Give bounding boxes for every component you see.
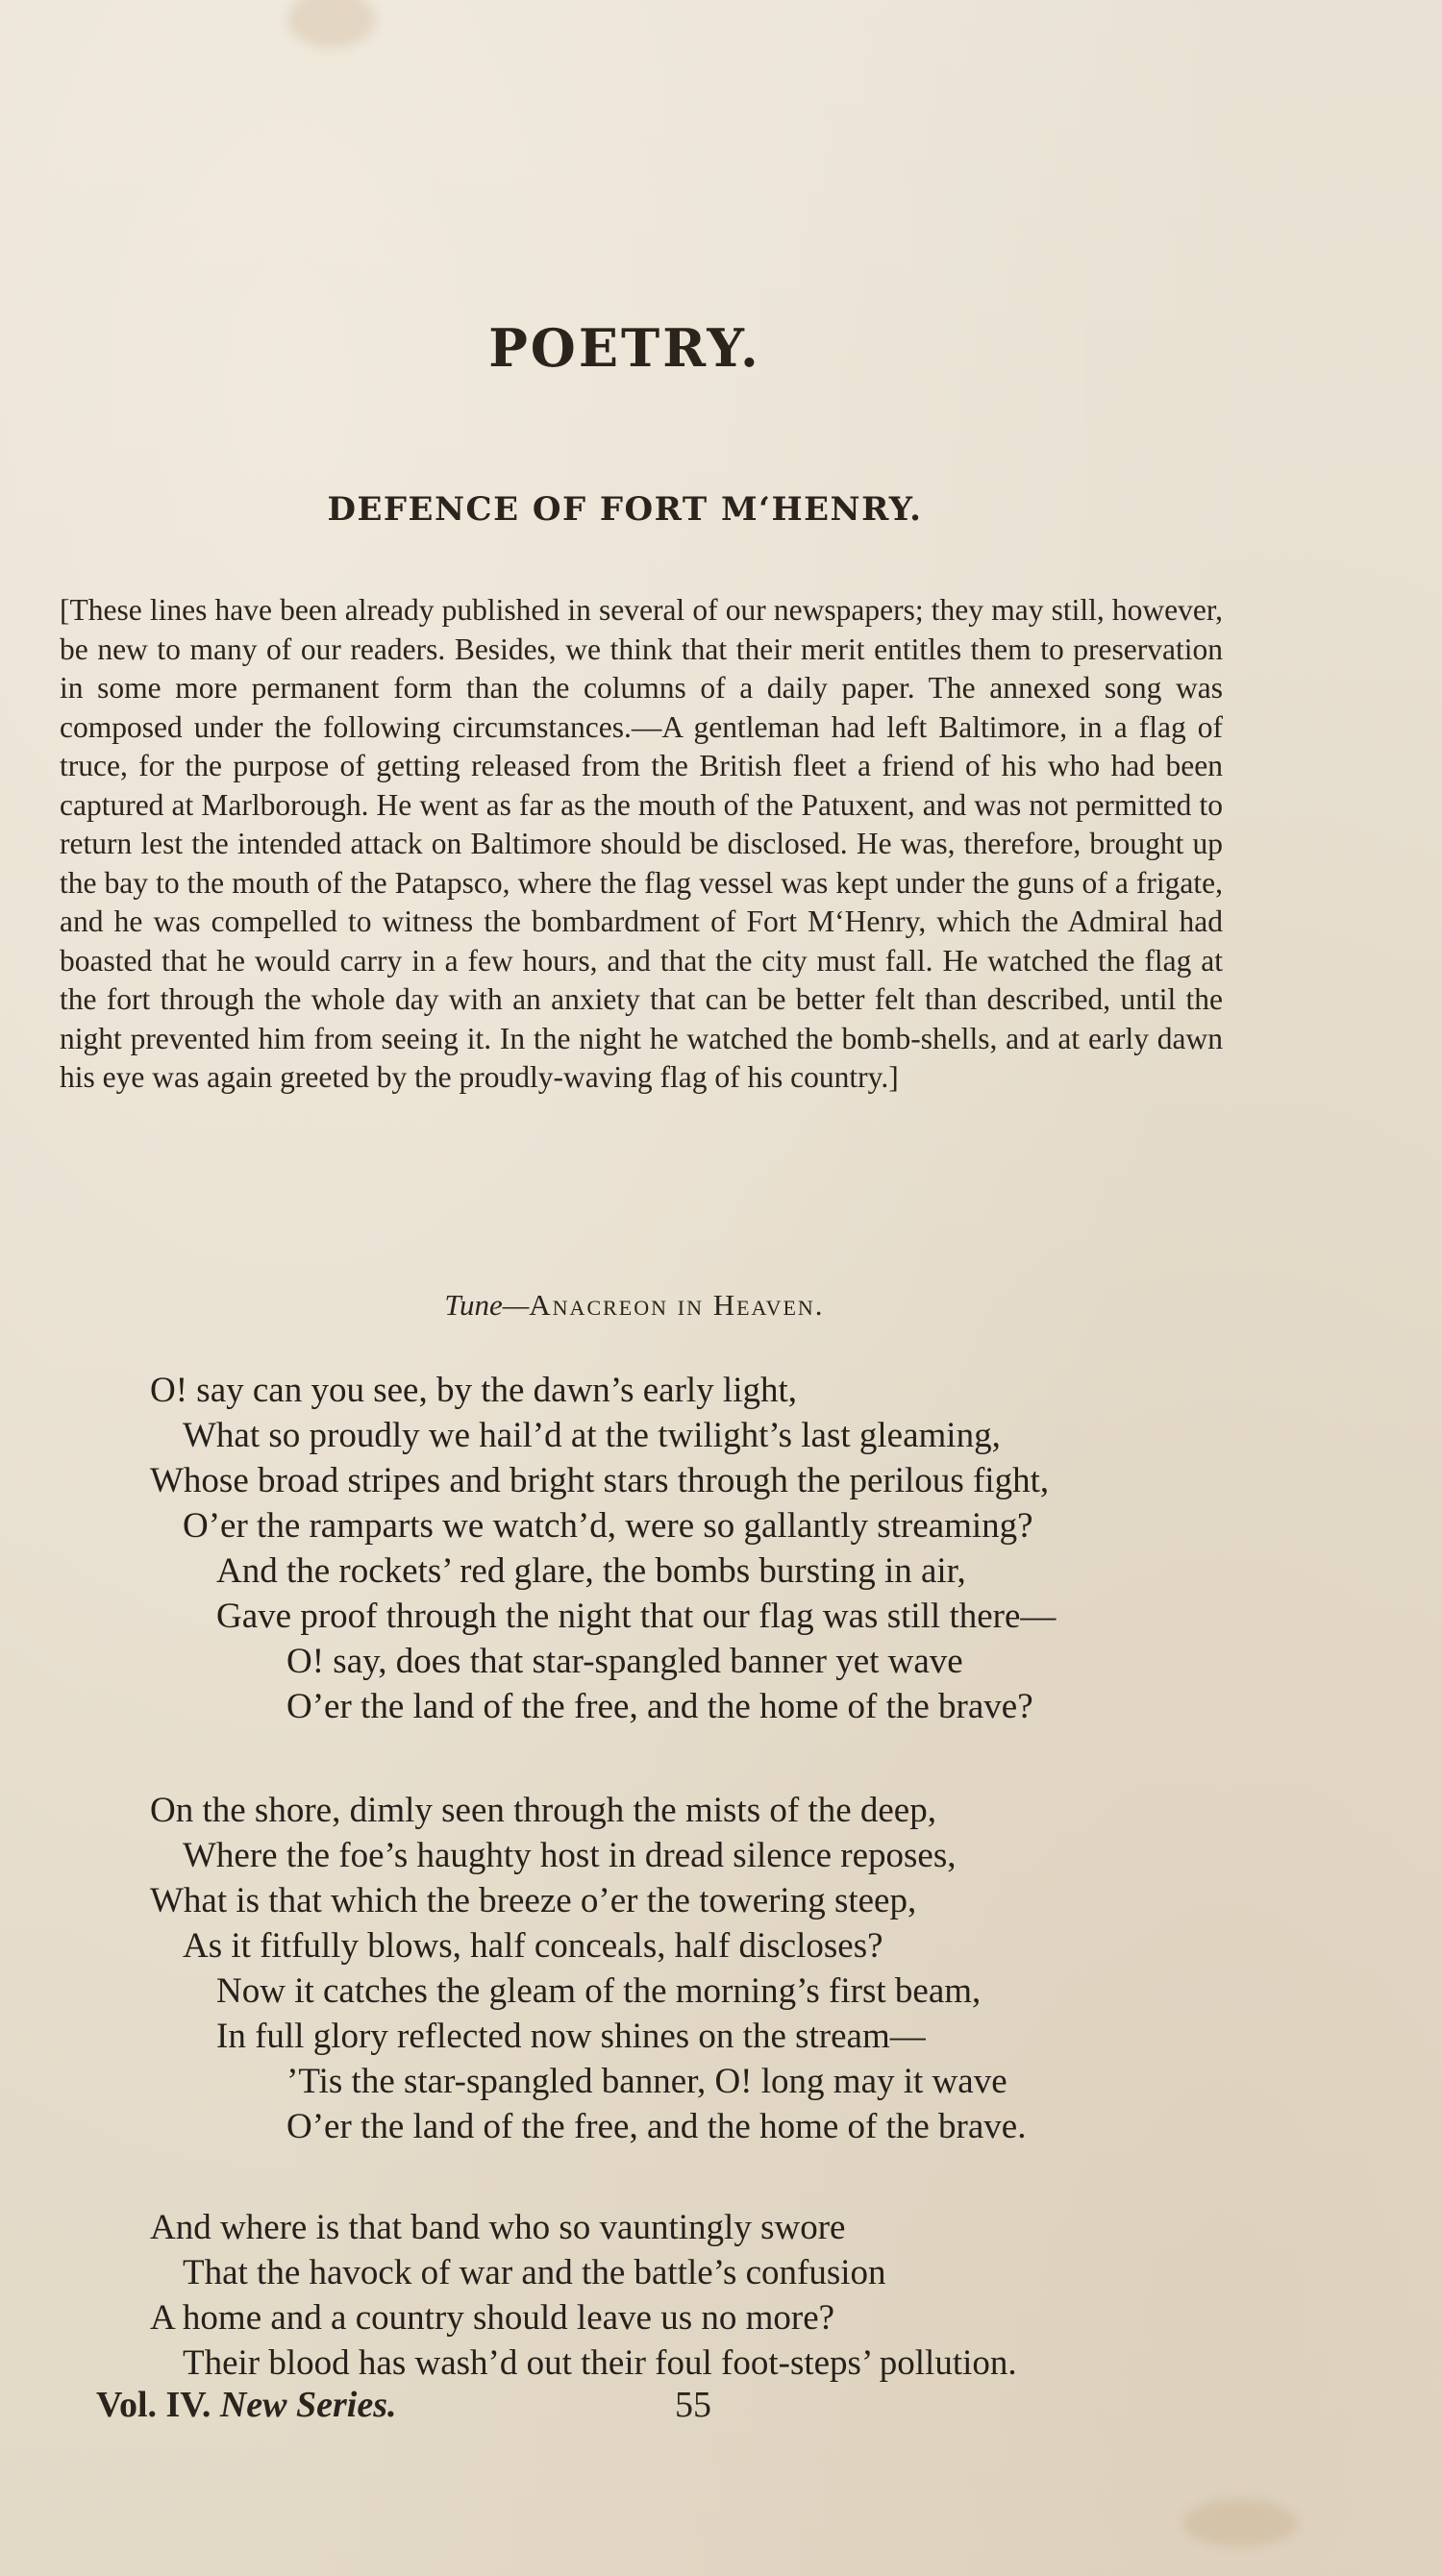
verse-line: And where is that band who so vauntingly swore [150, 2208, 846, 2247]
verse-line: What is that which the breeze o’er the towering steep, [150, 1881, 917, 1920]
poem-title: DEFENCE OF FORT M‘HENRY. [327, 490, 923, 529]
verse-line: On the shore, dimly seen through the mists of the deep, [150, 1791, 936, 1830]
verse-line: O’er the ramparts we watch’d, were so gallantly streaming? [183, 1506, 1033, 1546]
tune-line [0, 1288, 1269, 1323]
series-label: New Series. [219, 2385, 397, 2425]
foxing-stain [288, 0, 375, 48]
verse-line: O’er the land of the free, and the home of the brave. [286, 2107, 1027, 2146]
verse-line: O! say, does that star-spangled banner yet wave [286, 1642, 963, 1681]
verse-line: ’Tis the star-spangled banner, O! long may it wave [286, 2062, 1007, 2101]
verse-line: Their blood has wash’d out their foul foot-steps’ pollution. [183, 2343, 1017, 2383]
tune-name: Anacreon in Heaven. [529, 1288, 825, 1322]
verse-line: A home and a country should leave us no more? [150, 2298, 835, 2338]
intro-paragraph: [These lines have been already published in several of our newspapers; they may still, however, be new to many of our readers. Besides, we think that their merit entitles them to preservation in some more permanent form than the columns of a daily paper. The annexed song was composed under the following circumstances.—A gentleman had left Baltimore, in a flag of truce, for the purpose of getting released from the British fleet a friend of his who had been captured at Marlborough. He went as far as the mouth of the Patuxent, and was not permitted to return lest the intended attack on Baltimore should be disclosed. He was, therefore, brought up the bay to the mouth of the Patapsco, where the flag vessel was kept under the guns of a frigate, and he was compelled to witness the bombardment of Fort M‘Henry, which the Admiral had boasted that he would carry in a few hours, and that the city must fall. He watched the flag at the fort through the whole day with an anxiety that can be better felt than described, until the night prevented him from seeing it. In the night he watched the bomb-shells, and at early dawn his eye was again greeted by the proudly-waving flag of his country.] [60, 593, 1223, 1094]
section-heading: POETRY. [488, 317, 761, 379]
verse-line: And the rockets’ red glare, the bombs bursting in air, [216, 1551, 966, 1591]
foxing-stain [1182, 2499, 1298, 2547]
verse-line: Where the foe’s haughty host in dread silence reposes, [183, 1836, 957, 1875]
verse-line: Whose broad stripes and bright stars through the perilous fight, [150, 1461, 1050, 1500]
volume-signature [96, 2384, 397, 2426]
tune-label: Tune— [444, 1288, 530, 1322]
verse-line: That the havock of war and the battle’s confusion [183, 2253, 886, 2292]
verse-line: Gave proof through the night that our flag was still there— [216, 1597, 1057, 1636]
verse-line: As it fitfully blows, half conceals, half discloses? [183, 1926, 883, 1966]
verse-line: O! say can you see, by the dawn’s early light, [150, 1371, 798, 1410]
verse-line: O’er the land of the free, and the home of the brave? [286, 1687, 1033, 1726]
intro-note [60, 591, 1223, 1098]
verse-line: Now it catches the gleam of the morning’s first beam, [216, 1971, 982, 2011]
verse-line: In full glory reflected now shines on the stream— [216, 2017, 926, 2056]
verse-line: What so proudly we hail’d at the twilight’s last gleaming, [183, 1416, 1001, 1455]
page-number: 55 [675, 2385, 711, 2425]
volume-label: Vol. IV. [96, 2385, 211, 2425]
